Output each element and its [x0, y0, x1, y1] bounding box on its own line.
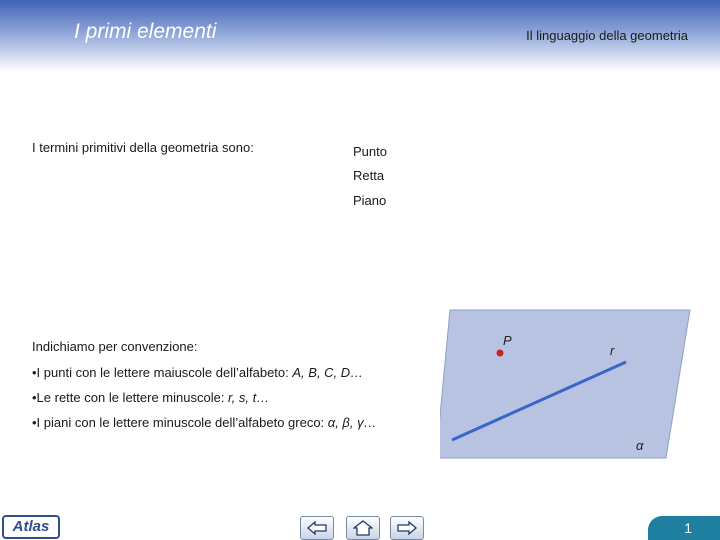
line-label: r: [610, 343, 615, 358]
home-button[interactable]: [346, 516, 380, 540]
arrow-right-icon: [397, 521, 417, 535]
home-icon: [353, 520, 373, 536]
intro-text: I termini primitivi della geometria sono:: [32, 140, 254, 155]
section-subtitle: Il linguaggio della geometria: [526, 28, 688, 43]
bullet-example: r, s, t…: [228, 390, 270, 405]
atlas-logo: Atlas: [2, 515, 60, 539]
bullet-planes: [32, 415, 377, 430]
term-punto: Punto: [353, 144, 387, 159]
term-piano: Piano: [353, 193, 387, 208]
next-button[interactable]: [390, 516, 424, 540]
bullet-lines: [32, 390, 269, 405]
bullet-example: α, β, γ…: [327, 415, 377, 430]
bullet-example: A, B, C, D…: [292, 365, 364, 380]
bullet-text: •I punti con le lettere maiuscole dell’alfabeto:: [32, 365, 293, 380]
bullet-text: •I piani con le lettere minuscole dell’alfabeto greco:: [32, 415, 328, 430]
bullet-text: •Le rette con le lettere minuscole:: [32, 390, 229, 405]
plane-shape: [440, 310, 690, 458]
page-title: I primi elementi: [74, 20, 217, 43]
arrow-left-icon: [307, 521, 327, 535]
point-label: P: [503, 333, 512, 348]
term-retta: Retta: [353, 168, 385, 183]
point-p: [497, 350, 504, 357]
previous-button[interactable]: [300, 516, 334, 540]
plane-label: α: [636, 438, 644, 453]
bullet-points: [32, 365, 363, 380]
geometry-diagram: [440, 300, 700, 480]
page-number: 1: [648, 516, 720, 540]
convention-heading: Indichiamo per convenzione:: [32, 339, 198, 354]
